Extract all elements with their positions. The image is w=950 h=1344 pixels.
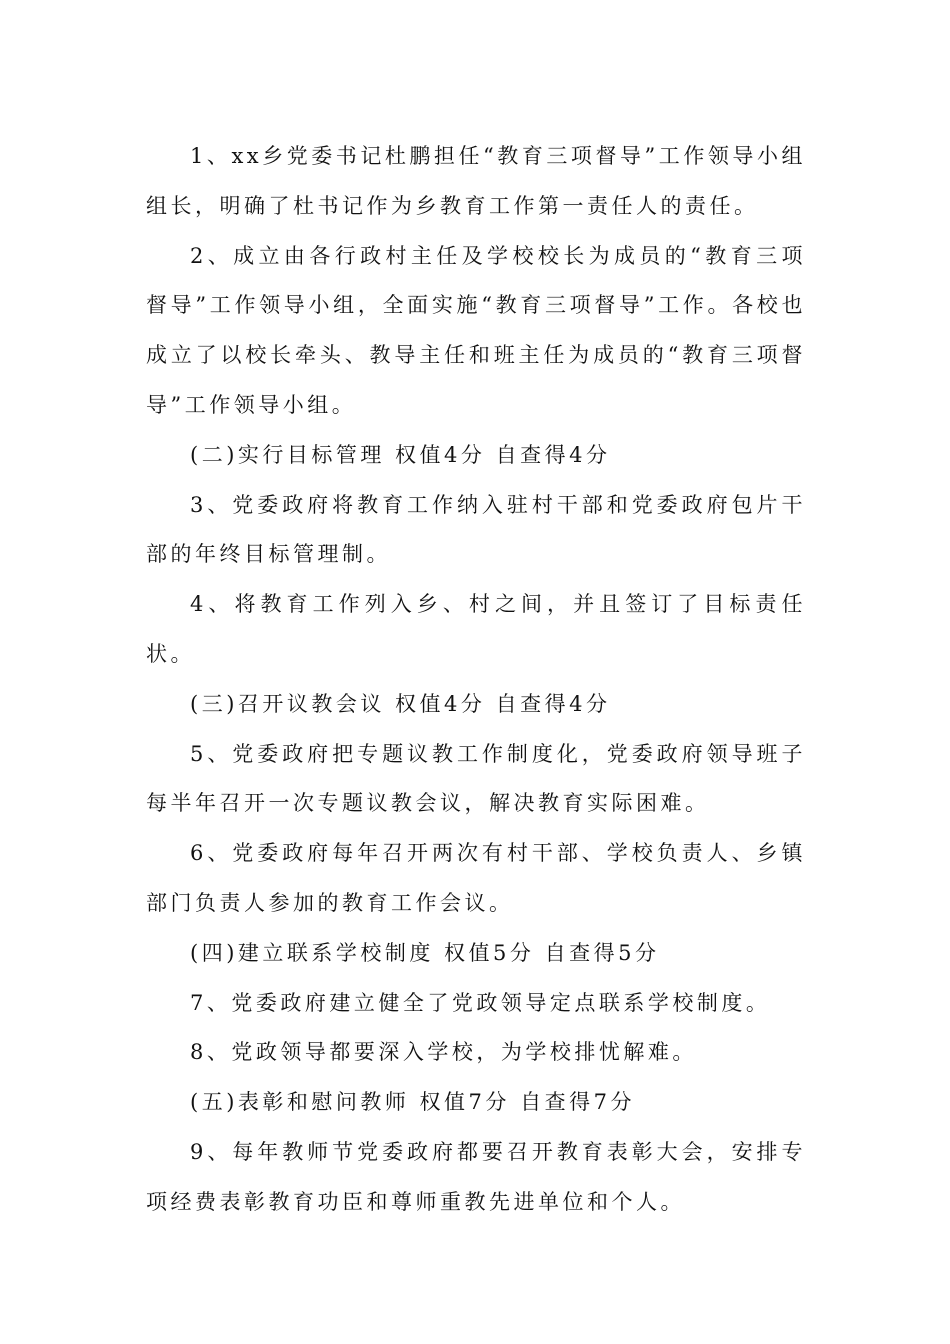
section-heading-2: (二)实行目标管理 权值4分 自查得4分 — [190, 442, 611, 467]
paragraph-item-6: 6、党委政府每年召开两次有村干部、学校负责人、乡镇部门负责人参加的教育工作会议。 — [146, 841, 806, 915]
section-heading-3: (三)召开议教会议 权值4分 自查得4分 — [190, 691, 611, 716]
paragraph-item-3: 3、党委政府将教育工作纳入驻村干部和党委政府包片干部的年终目标管理制。 — [146, 492, 806, 567]
paragraph-item-7: 7、党委政府建立健全了党政领导定点联系学校制度。 — [190, 990, 771, 1015]
section-heading-5: (五)表彰和慰问教师 权值7分 自查得7分 — [190, 1090, 635, 1115]
paragraph-item-9: 9、每年教师节党委政府都要召开教育表彰大会，安排专项经费表彰教育功臣和尊师重教先进单位和个人。 — [146, 1139, 806, 1214]
paragraph-item-4: 4、将教育工作列入乡、村之间，并且签订了目标责任状。 — [146, 592, 806, 666]
paragraph-item-2: 2、成立由各行政村主任及学校校长为成员的“教育三项督导”工作领导小组，全面实施“教育三项督导”工作。各校也成立了以校长牵头、教导主任和班主任为成员的“教育三项督导”工作领导小组。 — [146, 243, 806, 417]
section-heading-4: (四)建立联系学校制度 权值5分 自查得5分 — [190, 940, 660, 965]
paragraph-item-8: 8、党政领导都要深入学校，为学校排忧解难。 — [190, 1040, 697, 1065]
document-body — [146, 132, 806, 1228]
paragraph-item-1: 1、xx乡党委书记杜鹏担任“教育三项督导”工作领导小组组长，明确了杜书记作为乡教育工作第一责任人的责任。 — [146, 144, 806, 218]
paragraph-item-5: 5、党委政府把专题议教工作制度化，党委政府领导班子每半年召开一次专题议教会议，解决教育实际困难。 — [146, 741, 806, 816]
